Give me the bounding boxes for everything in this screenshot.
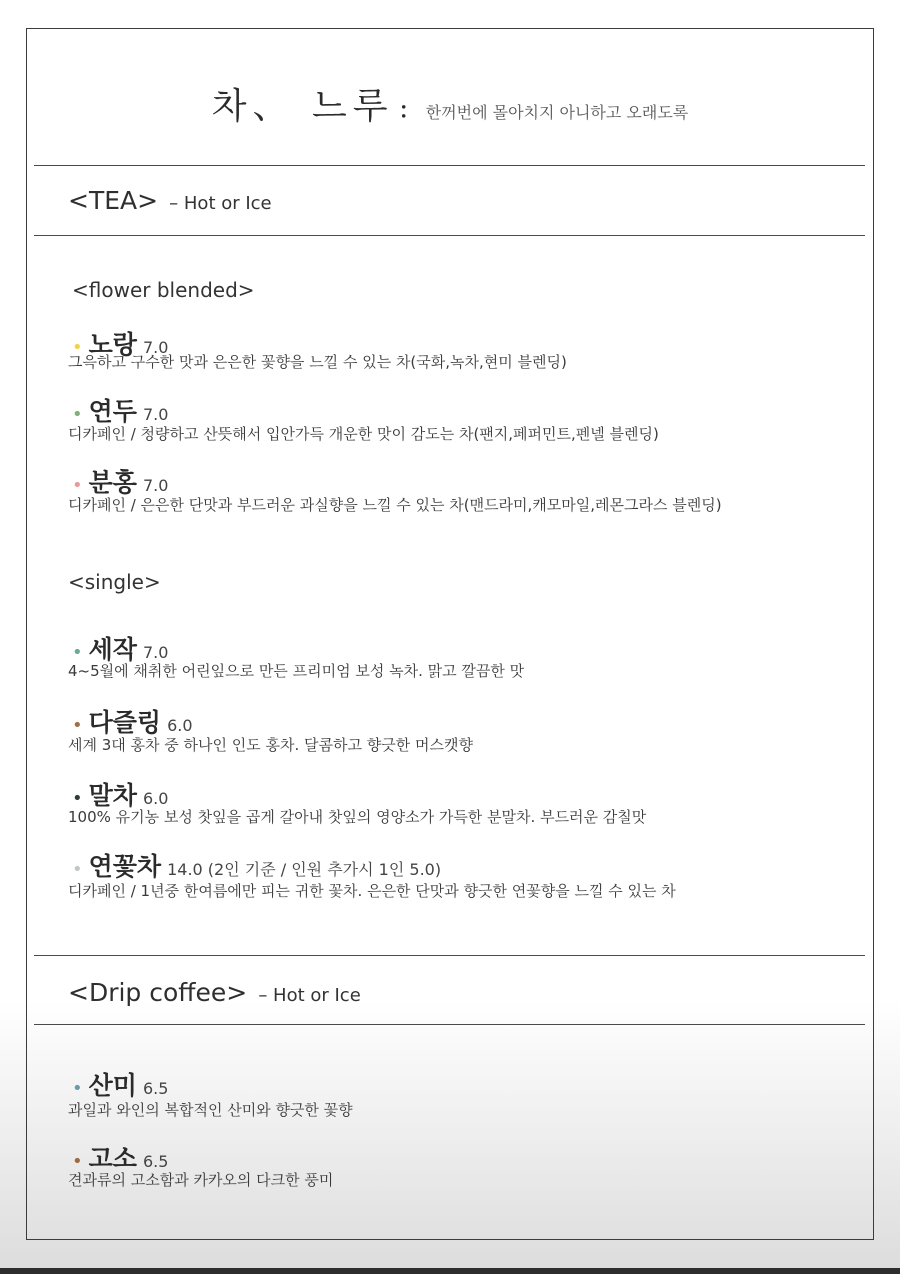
menu-subtitle: 한꺼번에 몰아치지 아니하고 오래도록 xyxy=(425,103,689,122)
tea-section-title: <TEA> xyxy=(68,186,159,215)
coffee-section-title: <Drip coffee> xyxy=(68,978,248,1007)
divider xyxy=(34,955,865,956)
item-price: 6.5 xyxy=(142,1152,169,1171)
bullet-dot-icon: • xyxy=(72,337,83,358)
flower-blended-heading: <flower blended> xyxy=(72,278,255,302)
item-price: 7.0 xyxy=(142,476,169,495)
item-description: 견과류의 고소함과 카카오의 다크한 풍미 xyxy=(68,1171,334,1189)
item-name: 세작 xyxy=(88,635,137,664)
item-description: 세계 3대 홍차 중 하나인 인도 홍차. 달콤하고 향긋한 머스캣향 xyxy=(68,736,473,754)
item-description: 그윽하고 구수한 맛과 은은한 꽃향을 느낄 수 있는 차(국화,녹차,현미 블렌딩) xyxy=(68,353,567,371)
bullet-dot-icon: • xyxy=(72,1151,83,1172)
bullet-dot-icon: • xyxy=(72,788,83,809)
menu-item-sanmi xyxy=(72,1066,168,1102)
coffee-section-suffix: – Hot or Ice xyxy=(258,985,361,1006)
menu-title: 차、 느루 xyxy=(211,86,394,127)
divider xyxy=(34,235,865,236)
bullet-dot-icon: • xyxy=(72,859,83,880)
tea-section-suffix: – Hot or Ice xyxy=(169,193,272,214)
menu-header xyxy=(0,78,900,129)
coffee-section-header xyxy=(68,978,361,1007)
tea-section-header xyxy=(68,186,272,215)
item-description: 디카페인 / 청량하고 산뜻해서 입안가득 개운한 맛이 감도는 차(팬지,페퍼민트,펜넬 블렌딩) xyxy=(68,425,659,443)
bullet-dot-icon: • xyxy=(72,1078,83,1099)
item-description: 4~5월에 채취한 어린잎으로 만든 프리미엄 보성 녹차. 맑고 깔끔한 맛 xyxy=(68,662,525,680)
bottom-edge xyxy=(0,1268,900,1274)
item-name: 산미 xyxy=(88,1071,137,1100)
divider xyxy=(34,1024,865,1025)
title-colon: ： xyxy=(398,99,421,124)
item-price: 7.0 xyxy=(142,643,169,662)
item-price: 6.5 xyxy=(142,1079,169,1098)
bullet-dot-icon: • xyxy=(72,715,83,736)
item-price: 7.0 xyxy=(142,338,169,357)
divider xyxy=(34,165,865,166)
item-price: 7.0 xyxy=(142,405,169,424)
item-name: 노랑 xyxy=(88,330,137,359)
item-name: 분홍 xyxy=(88,468,137,497)
single-heading: <single> xyxy=(68,570,161,594)
bullet-dot-icon: • xyxy=(72,642,83,663)
item-description: 디카페인 / 1년중 한여름에만 피는 귀한 꽃차. 은은한 단맛과 향긋한 연꽃향을 느낄 수 있는 차 xyxy=(68,882,676,900)
bullet-dot-icon: • xyxy=(72,404,83,425)
item-description: 과일과 와인의 복합적인 산미와 향긋한 꽃향 xyxy=(68,1101,353,1119)
item-description: 디카페인 / 은은한 단맛과 부드러운 과실향을 느낄 수 있는 차(맨드라미,캐모마일,레몬그라스 블렌딩) xyxy=(68,496,722,514)
item-description: 100% 유기농 보성 찻잎을 곱게 갈아내 찻잎의 영양소가 가득한 분말차. 부드러운 감칠맛 xyxy=(68,808,647,826)
item-price: 6.0 xyxy=(167,716,193,735)
bullet-dot-icon: • xyxy=(72,475,83,496)
item-price: 14.0 (2인 기준 / 인원 추가시 1인 5.0) xyxy=(167,860,442,879)
item-name: 연두 xyxy=(88,397,137,426)
item-name: 고소 xyxy=(88,1144,137,1173)
item-price: 6.0 xyxy=(142,789,169,808)
menu-item-lotus-tea xyxy=(72,847,441,883)
item-name: 말차 xyxy=(88,781,137,810)
item-name: 다즐링 xyxy=(88,708,162,737)
item-name: 연꽃차 xyxy=(88,852,162,881)
